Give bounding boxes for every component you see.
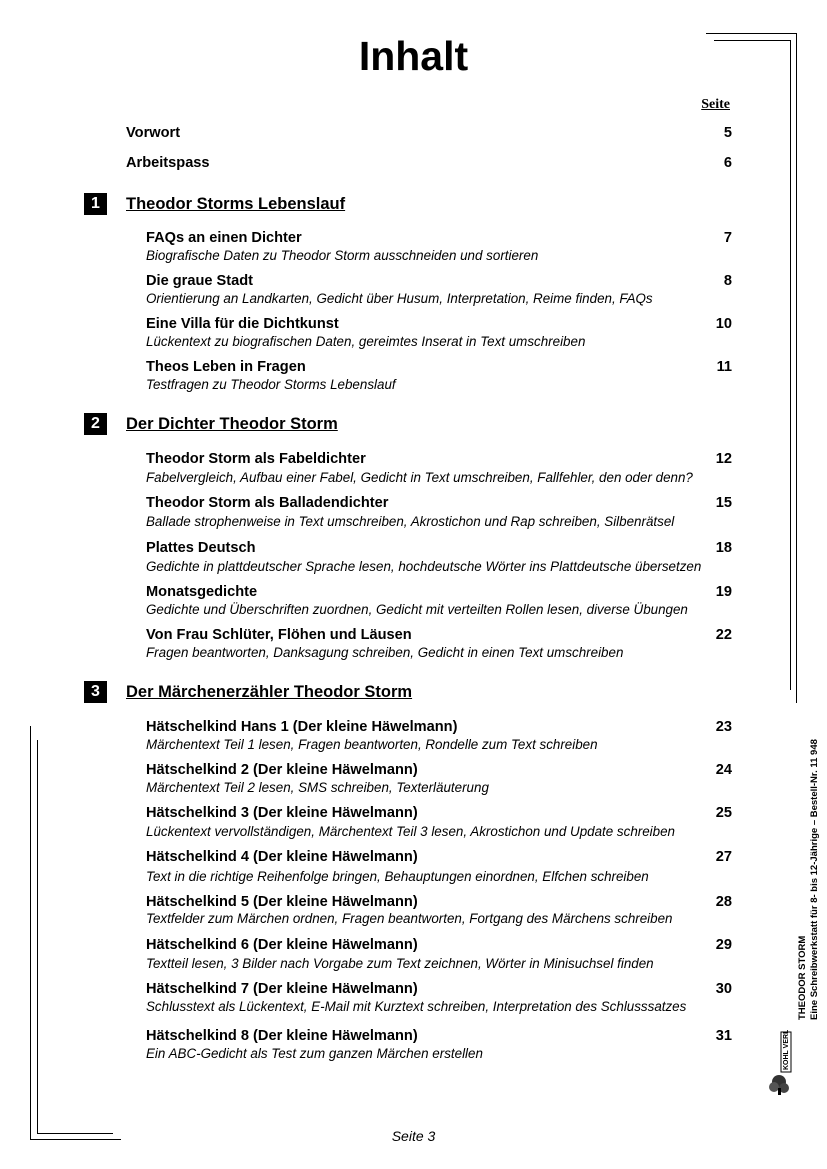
page-title: Inhalt [358, 33, 469, 79]
toc-entry-description: Textfelder zum Märchen ordnen, Fragen beantworten, Fortgang des Märchens schreiben [146, 911, 673, 926]
toc-entry-title: Hätschelkind 4 (Der kleine Häwelmann) [146, 849, 418, 865]
toc-entry-description: Märchentext Teil 2 lesen, SMS schreiben, Texterläuterung [146, 780, 489, 795]
toc-entry-page: 24 [715, 762, 732, 778]
toc-entry-page: 6 [723, 155, 732, 171]
toc-entry-description: Ballade strophenweise in Text umschreiben, Akrostichon und Rap schreiben, Silbenrätsel [146, 514, 675, 529]
section-number-badge: 1 [84, 193, 107, 215]
toc-entry-description: Biografische Daten zu Theodor Storm ausschneiden und sortieren [146, 248, 539, 263]
frame-right-line-outer [796, 33, 797, 703]
toc-entry-title: Hätschelkind 5 (Der kleine Häwelmann) [146, 894, 418, 910]
toc-entry-page: 28 [715, 894, 732, 910]
page-footer: Seite 3 [391, 1128, 436, 1144]
toc-entry-page: 8 [723, 273, 732, 289]
frame-right-line-inner [790, 40, 791, 690]
toc-entry-page: 18 [715, 540, 732, 556]
toc-entry-description: Testfragen zu Theodor Storms Lebenslauf [146, 377, 396, 392]
toc-entry-page: 31 [715, 1028, 732, 1044]
toc-entry-title: Plattes Deutsch [146, 540, 256, 556]
toc-entry-title: FAQs an einen Dichter [146, 230, 302, 246]
toc-entry-title: Vorwort [126, 125, 181, 141]
toc-entry-description: Text in die richtige Reihenfolge bringen, Behauptungen einordnen, Elfchen schreiben [146, 869, 649, 884]
toc-entry-page: 12 [715, 451, 732, 467]
section-title: Der Dichter Theodor Storm [126, 415, 338, 433]
toc-entry-description: Orientierung an Landkarten, Gedicht über Husum, Interpretation, Reime finden, FAQs [146, 291, 653, 306]
toc-entry-title: Hätschelkind 7 (Der kleine Häwelmann) [146, 981, 418, 997]
toc-entry-title: Arbeitspass [126, 155, 210, 171]
toc-entry-description: Schlusstext als Lückentext, E-Mail mit Kurztext schreiben, Interpretation des Schlusssatzes [146, 999, 687, 1014]
publisher-logo [766, 1030, 796, 1096]
section-number-badge: 3 [84, 681, 107, 703]
toc-entry-description: Fragen beantworten, Danksagung schreiben, Gedicht in einen Text umschreiben [146, 645, 624, 660]
toc-entry-page: 23 [715, 719, 732, 735]
frame-left-line-inner [37, 740, 38, 1133]
toc-entry-page: 22 [715, 627, 732, 643]
toc-entry-title: Theos Leben in Fragen [146, 359, 306, 375]
section-number-badge: 2 [84, 413, 107, 435]
toc-entry-page: 25 [715, 805, 732, 821]
tree-logo-icon [766, 1030, 796, 1096]
frame-left-line-outer [30, 726, 31, 1140]
toc-entry-title: Hätschelkind 3 (Der kleine Häwelmann) [146, 805, 418, 821]
toc-entry-title: Theodor Storm als Fabeldichter [146, 451, 366, 467]
side-title: THEODOR STORM [797, 935, 808, 1020]
toc-entry-page: 29 [715, 937, 732, 953]
toc-entry-page: 30 [715, 981, 732, 997]
toc-entry-description: Märchentext Teil 1 lesen, Fragen beantworten, Rondelle zum Text schreiben [146, 737, 598, 752]
toc-entry-page: 27 [715, 849, 732, 865]
toc-entry-description: Lückentext vervollständigen, Märchentext Teil 3 lesen, Akrostichon und Update schreiben [146, 824, 675, 839]
toc-entry-title: Die graue Stadt [146, 273, 254, 289]
toc-entry-title: Hätschelkind 8 (Der kleine Häwelmann) [146, 1028, 418, 1044]
toc-entry-title: Hätschelkind 2 (Der kleine Häwelmann) [146, 762, 418, 778]
toc-entry-page: 7 [723, 230, 732, 246]
toc-entry-description: Ein ABC-Gedicht als Test zum ganzen Märchen erstellen [146, 1046, 483, 1061]
toc-entry-description: Fabelvergleich, Aufbau einer Fabel, Gedicht in Text umschreiben, Fallfehler, den oder denn? [146, 470, 693, 485]
toc-entry-page: 19 [715, 584, 732, 600]
side-series-info [797, 739, 821, 1020]
toc-entry-page: 15 [715, 495, 732, 511]
publisher-logo-text: KOHL VERLAG [783, 1030, 790, 1070]
toc-entry-page: 11 [716, 359, 732, 375]
section-title: Theodor Storms Lebenslauf [126, 195, 346, 213]
toc-entry-title: Monatsgedichte [146, 584, 258, 600]
toc-entry-title: Eine Villa für die Dichtkunst [146, 316, 339, 332]
page-column-header: Seite [701, 97, 730, 112]
side-subtitle: Eine Schreibwerkstatt für 8- bis 12-Jährige – Bestell-Nr. 11 948 [809, 739, 820, 1020]
toc-entry-description: Gedichte und Überschriften zuordnen, Gedicht mit verteilten Rollen lesen, diverse Übungen [146, 602, 688, 617]
toc-entry-title: Theodor Storm als Balladendichter [146, 495, 389, 511]
toc-entry-title: Hätschelkind 6 (Der kleine Häwelmann) [146, 937, 418, 953]
toc-entry-description: Lückentext zu biografischen Daten, gereimtes Inserat in Text umschreiben [146, 334, 586, 349]
toc-entry-description: Textteil lesen, 3 Bilder nach Vorgabe zum Text zeichnen, Wörter in Minisuchsel finden [146, 956, 654, 971]
toc-entry-title: Hätschelkind Hans 1 (Der kleine Häwelmann) [146, 719, 458, 735]
toc-entry-page: 5 [723, 125, 732, 141]
toc-entry-description: Gedichte in plattdeutscher Sprache lesen, hochdeutsche Wörter ins Plattdeutsche übersetzen [146, 559, 702, 574]
toc-entry-title: Von Frau Schlüter, Flöhen und Läusen [146, 627, 412, 643]
toc-entry-page: 10 [715, 316, 732, 332]
section-title: Der Märchenerzähler Theodor Storm [126, 683, 413, 701]
